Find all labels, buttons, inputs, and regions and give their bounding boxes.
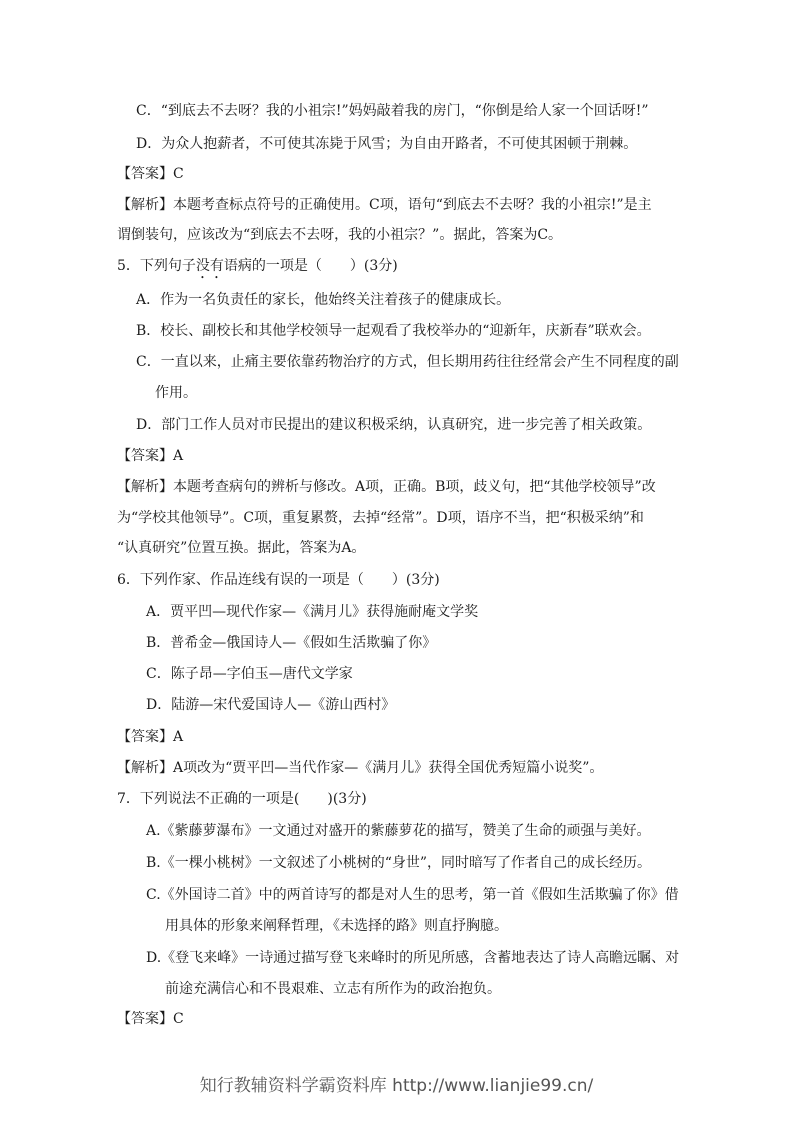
page-footer-watermark: 知行教辅资料学霸资料库 http://www.lianjie99.cn/ [199,1076,594,1096]
q5-option-d: D．部门工作人员对市民提出的建议积极采纳，认真研究，进一步完善了相关政策。 [136,417,652,433]
q7-option-d-line-1: D.《登飞来峰》一诗通过描写登飞来峰时的所见所感，含蓄地表达了诗人高瞻远瞩、对 [146,950,680,966]
q6-stem: 6．下列作家、作品连线有误的一项是（ ）(3分) [117,572,440,588]
q5-stem-emphasis: 没有 [195,258,224,274]
q5-option-c-line-2: 作用。 [155,385,197,401]
q6-answer: 【答案】A [117,729,184,745]
q4-analysis-line-2: 谓倒装句，应该改为“到底去不去呀，我的小祖宗？”。据此，答案为C。 [117,227,563,243]
q5-analysis-line-3: “认真研究”位置互换。据此，答案为A。 [117,540,366,556]
q6-option-a: A．贾平凹—现代作家—《满月儿》获得施耐庵文学奖 [146,604,479,620]
q6-option-d: D．陆游—宋代爱国诗人—《游山西村》 [146,697,396,713]
q5-stem [117,256,398,282]
q5-option-b: B．校长、副校长和其他学校领导一起观看了我校举办的“迎新年，庆新春”联欢会。 [136,323,651,339]
q6-analysis: 【解析】A项改为“贾平凹—当代作家—《满月儿》获得全国优秀短篇小说奖”。 [117,760,604,776]
q5-stem-part-1: 5．下列句子 [117,258,196,274]
q7-option-c-line-1: C.《外国诗二首》中的两首诗写的都是对人生的思考，第一首《假如生活欺骗了你》借 [146,887,679,903]
q5-analysis-line-2: 为“学校其他领导”。C项，重复累赘，去掉“经常”。D项，语序不当，把“积极采纳”和 [117,510,644,526]
q7-stem: 7．下列说法不正确的一项是( )(3分) [117,791,367,807]
q5-answer: 【答案】A [117,448,184,464]
q7-option-c-line-2: 用具体的形象来阐释哲理，《未选择的路》则直抒胸臆。 [165,918,508,934]
q5-option-c-line-1: C．一直以来，止痛主要依靠药物治疗的方式，但长期用药往往经常会产生不同程度的副 [136,354,679,370]
q6-option-b: B．普希金—俄国诗人—《假如生活欺骗了你》 [146,635,437,651]
q7-option-d-line-2: 前途充满信心和不畏艰难、立志有所作为的政治抱负。 [165,981,501,997]
q4-analysis-line-1: 【解析】本题考查标点符号的正确使用。C项，语句“到底去不去呀？我的小祖宗!”是主 [117,197,652,213]
q4-answer: 【答案】C [117,166,184,182]
q5-analysis-line-1: 【解析】本题考查病句的辨析与修改。A项，正确。B项，歧义句，把“其他学校领导”改 [117,479,656,495]
q7-answer: 【答案】C [117,1011,184,1027]
q7-option-a: A.《紫藤萝瀑布》一文通过对盛开的紫藤萝花的描写，赞美了生命的顽强与美好。 [146,823,651,839]
q6-option-c: C．陈子昂—字伯玉—唐代文学家 [146,666,353,682]
q4-option-d: D．为众人抱薪者，不可使其冻毙于风雪；为自由开路者，不可使其困顿于荆棘。 [136,136,638,152]
q4-option-c: C．“到底去不去呀？我的小祖宗!”妈妈敲着我的房门，“你倒是给人家一个回话呀!” [136,103,649,119]
q5-stem-part-2: 语病的一项是（ ）(3分) [223,258,398,274]
q7-option-b: B.《一棵小桃树》一文叙述了小桃树的“身世”，同时暗写了作者自己的成长经历。 [146,855,652,871]
q5-option-a: A．作为一名负责任的家长，他始终关注着孩子的健康成长。 [136,292,511,308]
